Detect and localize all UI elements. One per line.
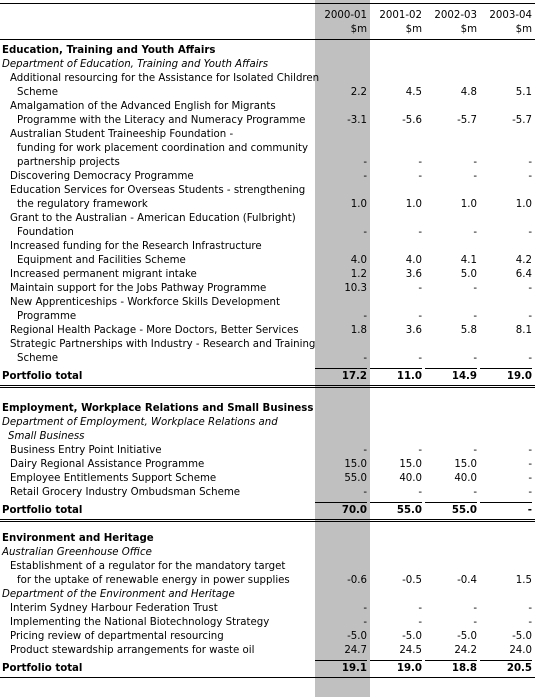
value-cell: - [528, 171, 532, 182]
item-label: for the uptake of renewable energy in power supplies [17, 575, 290, 586]
value-cell: - [418, 227, 422, 238]
total-rule [315, 368, 367, 369]
section-title: Education, Training and Youth Affairs [2, 45, 216, 56]
item-label: Product stewardship arrangements for waste oil [10, 645, 255, 656]
item-label: Additional resourcing for the Assistance for Isolated Children [10, 73, 320, 84]
table-row [0, 486, 535, 500]
portfolio-total-label: Portfolio total [2, 371, 83, 382]
value-cell: 4.0 [350, 255, 367, 266]
value-cell: - [418, 171, 422, 182]
value-cell: - [363, 227, 367, 238]
table-row [0, 296, 535, 310]
top-rule [0, 3, 535, 4]
total-rule [315, 502, 367, 503]
value-cell: - [473, 487, 477, 498]
value-cell: 1.0 [515, 199, 532, 210]
department-name: Department of the Environment and Heritage [2, 589, 235, 600]
item-label: Interim Sydney Harbour Federation Trust [10, 603, 218, 614]
value-cell: 10.3 [344, 283, 367, 294]
item-label: Scheme [17, 353, 58, 364]
value-cell: 24.7 [344, 645, 367, 656]
item-label: Business Entry Point Initiative [10, 445, 162, 456]
item-label: Programme [17, 311, 77, 322]
item-label: Employee Entitlements Support Scheme [10, 473, 217, 484]
value-cell: - [528, 473, 532, 484]
year-header: 2003-04 [489, 10, 532, 21]
item-label: Increased permanent migrant intake [10, 269, 197, 280]
section-rule [0, 677, 535, 678]
item-label: Foundation [17, 227, 74, 238]
table-row [0, 472, 535, 486]
value-cell: 55.0 [344, 473, 367, 484]
table-row [0, 198, 535, 212]
value-cell: - [363, 171, 367, 182]
value-cell: 2.2 [350, 87, 367, 98]
item-label: Establishment of a regulator for the mandatory target [10, 561, 286, 572]
item-label: New Apprenticeships - Workforce Skills Development [10, 297, 280, 308]
value-cell: 24.0 [509, 645, 532, 656]
header-unit-row [0, 23, 535, 37]
value-cell: -3.1 [347, 115, 367, 126]
table-row [0, 282, 535, 296]
item-label: Discovering Democracy Programme [10, 171, 194, 182]
item-label: Australian Student Traineeship Foundation - [10, 129, 234, 140]
table-row [0, 212, 535, 226]
section-title: Employment, Workplace Relations and Small Business [2, 403, 314, 414]
total-rule [370, 368, 422, 369]
table-row [0, 338, 535, 352]
value-cell: 15.0 [454, 459, 477, 470]
value-cell: 1.5 [515, 575, 532, 586]
table-row [0, 100, 535, 114]
value-cell: - [418, 283, 422, 294]
value-cell: 3.6 [405, 325, 422, 336]
table-row [0, 616, 535, 630]
value-cell: - [528, 227, 532, 238]
value-cell: 5.0 [460, 269, 477, 280]
value-cell: 4.1 [460, 255, 477, 266]
unit-header: $m [350, 24, 367, 35]
department-row [0, 416, 535, 430]
section-title-row [0, 402, 535, 416]
value-cell: - [528, 603, 532, 614]
value-cell: 40.0 [399, 473, 422, 484]
value-cell: - [528, 459, 532, 470]
value-cell: 55.0 [396, 505, 422, 516]
table-row [0, 458, 535, 472]
value-cell: - [418, 353, 422, 364]
table-row [0, 630, 535, 644]
value-cell: - [473, 283, 477, 294]
item-label: Dairy Regional Assistance Programme [10, 459, 205, 470]
table-row [0, 170, 535, 184]
value-cell: - [418, 157, 422, 168]
value-cell: - [473, 171, 477, 182]
value-cell: 6.4 [515, 269, 532, 280]
value-cell: - [473, 445, 477, 456]
department-name: Small Business [8, 431, 85, 442]
department-row [0, 546, 535, 560]
value-cell: 1.8 [350, 325, 367, 336]
total-rule [315, 660, 367, 661]
header-years-row [0, 9, 535, 23]
table-row [0, 644, 535, 658]
value-cell: 4.0 [405, 255, 422, 266]
value-cell: 5.1 [515, 87, 532, 98]
department-name: Australian Greenhouse Office [2, 547, 152, 558]
value-cell: 3.6 [405, 269, 422, 280]
table-row [0, 72, 535, 86]
value-cell: 5.8 [460, 325, 477, 336]
portfolio-total-label: Portfolio total [2, 663, 83, 674]
value-cell: 1.0 [405, 199, 422, 210]
value-cell: - [363, 445, 367, 456]
item-label: the regulatory framework [17, 199, 148, 210]
value-cell: 19.0 [396, 663, 422, 674]
value-cell: 40.0 [454, 473, 477, 484]
value-cell: 24.5 [399, 645, 422, 656]
value-cell: - [418, 617, 422, 628]
item-label: Retail Grocery Industry Ombudsman Scheme [10, 487, 241, 498]
section-rule [0, 521, 535, 522]
value-cell: 24.2 [454, 645, 477, 656]
value-cell: 4.5 [405, 87, 422, 98]
value-cell: - [528, 487, 532, 498]
total-rule [480, 368, 532, 369]
value-cell: 1.2 [350, 269, 367, 280]
header-rule [0, 39, 535, 40]
value-cell: - [528, 157, 532, 168]
value-cell: - [418, 445, 422, 456]
value-cell: 17.2 [341, 371, 367, 382]
department-row [0, 430, 535, 444]
value-cell: 11.0 [396, 371, 422, 382]
table-row [0, 310, 535, 324]
section-rule [0, 385, 535, 386]
value-cell: - [363, 603, 367, 614]
value-cell: 18.8 [451, 663, 477, 674]
department-name: Department of Education, Training and Youth Affairs [2, 59, 269, 70]
value-cell: 1.0 [350, 199, 367, 210]
value-cell: - [418, 603, 422, 614]
value-cell: - [528, 617, 532, 628]
item-label: Increased funding for the Research Infrastructure [10, 241, 262, 252]
item-label: partnership projects [17, 157, 120, 168]
value-cell: - [363, 353, 367, 364]
section-rule [0, 387, 535, 388]
value-cell: 19.1 [341, 663, 367, 674]
item-label: Programme with the Literacy and Numeracy Programme [17, 115, 306, 126]
value-cell: - [473, 311, 477, 322]
value-cell: - [528, 283, 532, 294]
item-label: Education Services for Overseas Students - strengthening [10, 185, 306, 196]
value-cell: 70.0 [341, 505, 367, 516]
total-rule [370, 660, 422, 661]
value-cell: -5.0 [402, 631, 422, 642]
value-cell: -0.6 [347, 575, 367, 586]
item-label: funding for work placement coordination and community [17, 143, 309, 154]
table-row [0, 114, 535, 128]
unit-header: $m [515, 24, 532, 35]
value-cell: - [528, 353, 532, 364]
section-title-row [0, 44, 535, 58]
value-cell: -5.7 [512, 115, 532, 126]
item-label: Equipment and Facilities Scheme [17, 255, 186, 266]
total-rule [480, 660, 532, 661]
table-row [0, 184, 535, 198]
value-cell: - [473, 603, 477, 614]
value-cell: -5.0 [512, 631, 532, 642]
value-cell: - [527, 505, 532, 516]
table-row [0, 156, 535, 170]
table-row [0, 352, 535, 366]
portfolio-total-row [0, 370, 535, 384]
table-row [0, 128, 535, 142]
table-row [0, 86, 535, 100]
department-name: Department of Employment, Workplace Relations and [2, 417, 278, 428]
section-rule [0, 519, 535, 520]
value-cell: 4.2 [515, 255, 532, 266]
table-row [0, 324, 535, 338]
value-cell: - [363, 157, 367, 168]
table-row [0, 254, 535, 268]
year-header: 2002-03 [434, 10, 477, 21]
value-cell: - [528, 445, 532, 456]
value-cell: 20.5 [506, 663, 532, 674]
unit-header: $m [405, 24, 422, 35]
value-cell: - [418, 311, 422, 322]
department-row [0, 58, 535, 72]
value-cell: - [363, 487, 367, 498]
table-row [0, 560, 535, 574]
section-title-row [0, 532, 535, 546]
value-cell: -5.0 [457, 631, 477, 642]
value-cell: 55.0 [451, 505, 477, 516]
unit-header: $m [460, 24, 477, 35]
portfolio-total-label: Portfolio total [2, 505, 83, 516]
portfolio-total-row [0, 662, 535, 676]
total-rule [425, 368, 477, 369]
value-cell: - [473, 157, 477, 168]
table-row [0, 602, 535, 616]
value-cell: -0.4 [457, 575, 477, 586]
value-cell: - [528, 311, 532, 322]
item-label: Amalgamation of the Advanced English for Migrants [10, 101, 276, 112]
value-cell: -5.6 [402, 115, 422, 126]
value-cell: - [363, 311, 367, 322]
department-row [0, 588, 535, 602]
value-cell: - [418, 487, 422, 498]
section-title: Environment and Heritage [2, 533, 154, 544]
table-row [0, 142, 535, 156]
table-row [0, 226, 535, 240]
total-rule [370, 502, 422, 503]
value-cell: 4.8 [460, 87, 477, 98]
item-label: Grant to the Australian - American Education (Fulbright) [10, 213, 296, 224]
value-cell: 19.0 [506, 371, 532, 382]
value-cell: - [473, 227, 477, 238]
year-header: 2000-01 [324, 10, 367, 21]
item-label: Strategic Partnerships with Industry - Research and Training [10, 339, 316, 350]
value-cell: -0.5 [402, 575, 422, 586]
table-row [0, 444, 535, 458]
year-header: 2001-02 [379, 10, 422, 21]
total-rule [425, 660, 477, 661]
portfolio-total-row [0, 504, 535, 518]
item-label: Maintain support for the Jobs Pathway Programme [10, 283, 267, 294]
value-cell: - [473, 617, 477, 628]
value-cell: - [363, 617, 367, 628]
item-label: Scheme [17, 87, 58, 98]
item-label: Pricing review of departmental resourcing [10, 631, 224, 642]
value-cell: -5.7 [457, 115, 477, 126]
item-label: Implementing the National Biotechnology Strategy [10, 617, 270, 628]
value-cell: 15.0 [399, 459, 422, 470]
table-row [0, 574, 535, 588]
table-row [0, 240, 535, 254]
table-row [0, 268, 535, 282]
value-cell: 1.0 [460, 199, 477, 210]
value-cell: 15.0 [344, 459, 367, 470]
value-cell: 14.9 [451, 371, 477, 382]
total-rule [425, 502, 477, 503]
value-cell: -5.0 [347, 631, 367, 642]
value-cell: 8.1 [515, 325, 532, 336]
item-label: Regional Health Package - More Doctors, Better Services [10, 325, 299, 336]
total-rule [480, 502, 532, 503]
value-cell: - [473, 353, 477, 364]
